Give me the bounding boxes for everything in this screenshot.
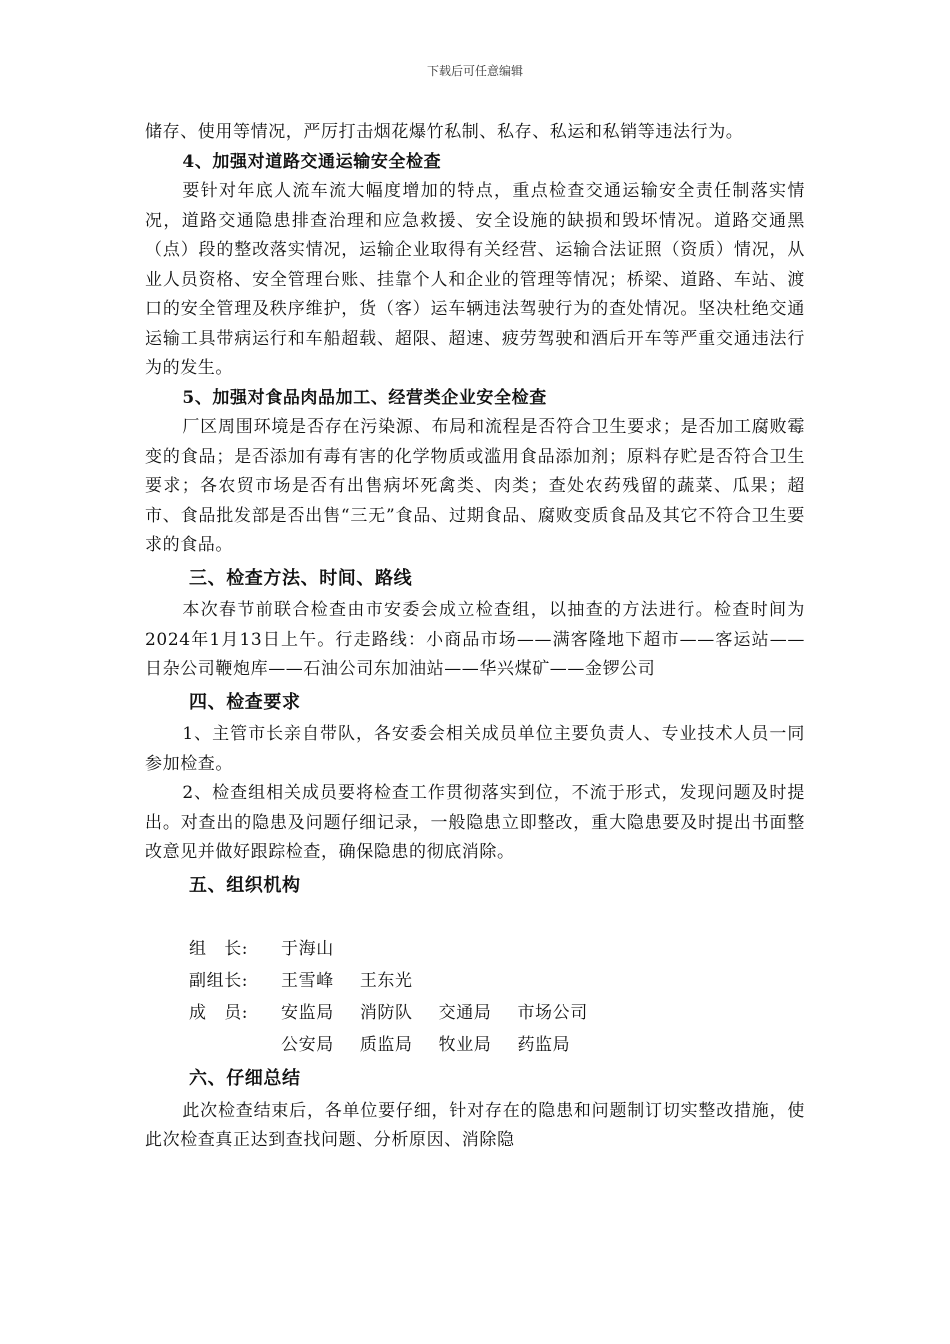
org-member: 市场公司	[517, 1003, 588, 1023]
org-members-row	[145, 997, 805, 1029]
paragraph-road-traffic: 要针对年底人流车流大幅度增加的特点，重点检查交通运输安全责任制落实情况，道路交通隐患排查治理和应急救援、安全设施的缺损和毁坏情况。道路交通黑（点）段的整改落实情况，运输企业取得有关经营、运输合法证照（资质）情况，从业人员资格、安全管理台账、挂靠个人和企业的管理等情况；桥梁、道路、车站、渡口的安全管理及秩序维护，货（客）运车辆违法驾驶行为的查处情况。坚决杜绝交通运输工具带病运行和车船超载、超限、超速、疲劳驾驶和酒后开车等严重交通违法行为的发生。	[145, 181, 805, 378]
org-deputy-name: 王雪峰	[281, 971, 334, 991]
heading-requirements: 四、检查要求	[189, 691, 301, 713]
document-body	[145, 118, 805, 1156]
paragraph-summary: 此次检查结束后，各单位要仔细，针对存在的隐患和问题制订切实整改措施，使此次检查真正达到查找问题、分析原因、消除隐	[145, 1100, 805, 1150]
org-deputy-row	[145, 965, 805, 997]
org-member: 交通局	[438, 1003, 492, 1023]
org-leader-row	[145, 933, 805, 965]
heading-method-time-route: 三、检查方法、时间、路线	[189, 567, 413, 589]
heading-organization: 五、组织机构	[189, 874, 301, 896]
org-members-label: 成 员:	[189, 1003, 249, 1023]
heading-summary: 六、仔细总结	[189, 1068, 301, 1089]
org-leader-label: 组 长:	[189, 939, 249, 959]
paragraph-food-safety: 厂区周围环境是否存在污染源、布局和流程是否符合卫生要求；是否加工腐败霉变的食品；是否添加有毒有害的化学物质或滥用食品添加剂；原料存贮是否符合卫生要求；各农贸市场是否有出售病坏死禽类、肉类；查处农药残留的蔬菜、瓜果；超市、食品批发部是否出售“三无”食品、过期食品、腐败变质食品及其它不符合卫生要求的食品。	[145, 417, 805, 555]
org-member: 公安局	[281, 1035, 334, 1055]
subheading-food-safety: 5、加强对食品肉品加工、经营类企业安全检查	[182, 387, 547, 408]
org-member: 安监局	[281, 1003, 334, 1023]
org-member: 质监局	[359, 1035, 413, 1055]
spacer	[145, 903, 805, 933]
page-header-note: 下载后可任意编辑	[426, 64, 523, 78]
org-leader-name: 于海山	[281, 939, 334, 959]
org-deputy-name: 王东光	[359, 971, 413, 991]
paragraph-requirement-1: 1、主管市长亲自带队，各安委会相关成员单位主要负责人、专业技术人员一同参加检查。	[145, 724, 805, 774]
org-deputy-label: 副组长:	[189, 971, 249, 991]
paragraph-intro: 储存、使用等情况，严厉打击烟花爆竹私制、私存、私运和私销等违法行为。	[145, 122, 744, 142]
paragraph-method-time-route: 本次春节前联合检查由市安委会成立检查组，以抽查的方法进行。检查时间为2024年1月13日上午。行走路线：小商品市场——满客隆地下超市——客运站——日杂公司鞭炮库——石油公司东加油站——华兴煤矿——金锣公司	[145, 600, 805, 679]
org-members-row	[145, 1029, 805, 1061]
org-member: 消防队	[359, 1003, 413, 1023]
org-member: 药监局	[517, 1035, 571, 1055]
paragraph-requirement-2: 2、检查组相关成员要将检查工作贯彻落实到位，不流于形式，发现问题及时提出。对查出的隐患及问题仔细记录，一般隐患立即整改，重大隐患要及时提出书面整改意见并做好跟踪检查，确保隐患的彻底消除。	[145, 783, 805, 862]
org-member: 牧业局	[438, 1035, 492, 1055]
subheading-road-traffic: 4、加强对道路交通运输安全检查	[182, 151, 442, 172]
